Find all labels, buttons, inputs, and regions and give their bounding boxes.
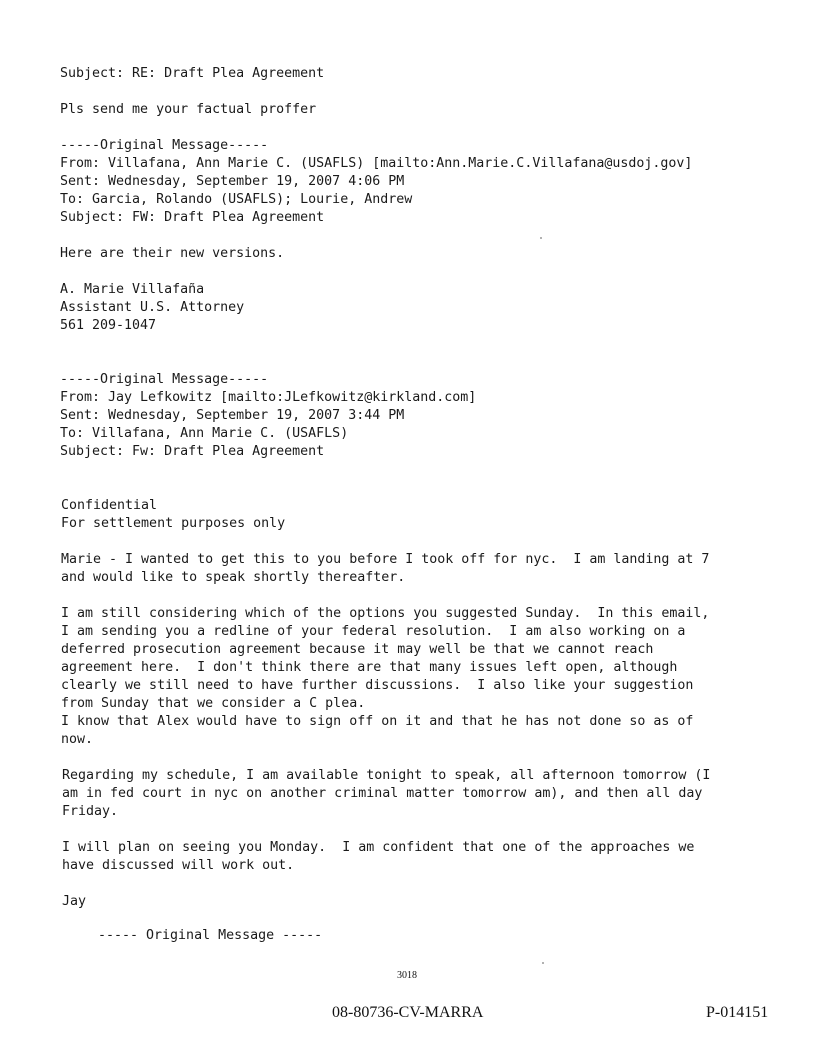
signature-name: A. Marie Villafaña: [60, 282, 205, 297]
scan-speck: [542, 962, 544, 964]
message-body: Here are their new versions.: [60, 246, 285, 261]
bates-number: P-014151: [706, 1004, 769, 1021]
reply-body: Pls send me your factual proffer: [60, 102, 317, 117]
body-line: from Sunday that we consider a C plea.: [61, 696, 366, 711]
scan-speck: [540, 237, 542, 239]
original-message-separator: -----Original Message-----: [60, 372, 269, 387]
original-message-separator: -----Original Message-----: [60, 138, 269, 153]
case-number: 08-80736-CV-MARRA: [332, 1004, 484, 1021]
body-line: I am still considering which of the options you suggested Sunday. In this email,: [61, 606, 710, 621]
body-line: I am sending you a redline of your federal resolution. I am also working on a: [61, 624, 686, 639]
from-line: From: Villafana, Ann Marie C. (USAFLS) [mailto:Ann.Marie.C.Villafana@usdoj.gov]: [60, 156, 693, 171]
forward-separator: ----- Original Message -----: [98, 928, 323, 943]
body-line: Marie - I wanted to get this to you before I took off for nyc. I am landing at 7: [61, 552, 710, 567]
body-line: deferred prosecution agreement because it may well be that we cannot reach: [61, 642, 654, 657]
subject-line: Subject: Fw: Draft Plea Agreement: [60, 444, 325, 459]
body-line: clearly we still need to have further discussions. I also like your suggestion: [61, 678, 694, 693]
body-line: agreement here. I don't think there are that many issues left open, although: [61, 660, 678, 675]
body-line: and would like to speak shortly thereafter.: [61, 570, 406, 585]
sent-line: Sent: Wednesday, September 19, 2007 4:06 PM: [60, 174, 405, 189]
sent-line: Sent: Wednesday, September 19, 2007 3:44 PM: [60, 408, 405, 423]
from-line: From: Jay Lefkowitz [mailto:JLefkowitz@kirkland.com]: [60, 390, 477, 405]
to-line: To: Villafana, Ann Marie C. (USAFLS): [60, 426, 349, 441]
body-line: am in fed court in nyc on another criminal matter tomorrow am), and then all day: [62, 786, 703, 801]
body-line: I know that Alex would have to sign off on it and that he has not done so as of: [61, 714, 694, 729]
closing-signature: Jay: [62, 894, 87, 909]
body-line: Friday.: [62, 804, 119, 819]
subject-line: Subject: FW: Draft Plea Agreement: [60, 210, 325, 225]
confidential-label: Confidential: [61, 498, 158, 513]
body-line: I will plan on seeing you Monday. I am confident that one of the approaches we: [62, 840, 695, 855]
page-number: 3018: [397, 970, 417, 981]
signature-phone: 561 209-1047: [60, 318, 157, 333]
to-line: To: Garcia, Rolando (USAFLS); Lourie, Andrew: [60, 192, 413, 207]
body-line: now.: [61, 732, 94, 747]
settlement-note: For settlement purposes only: [61, 516, 286, 531]
reply-subject: Subject: RE: Draft Plea Agreement: [60, 66, 325, 81]
body-line: Regarding my schedule, I am available tonight to speak, all afternoon tomorrow (I: [62, 768, 711, 783]
signature-title: Assistant U.S. Attorney: [60, 300, 245, 315]
body-line: have discussed will work out.: [62, 858, 295, 873]
